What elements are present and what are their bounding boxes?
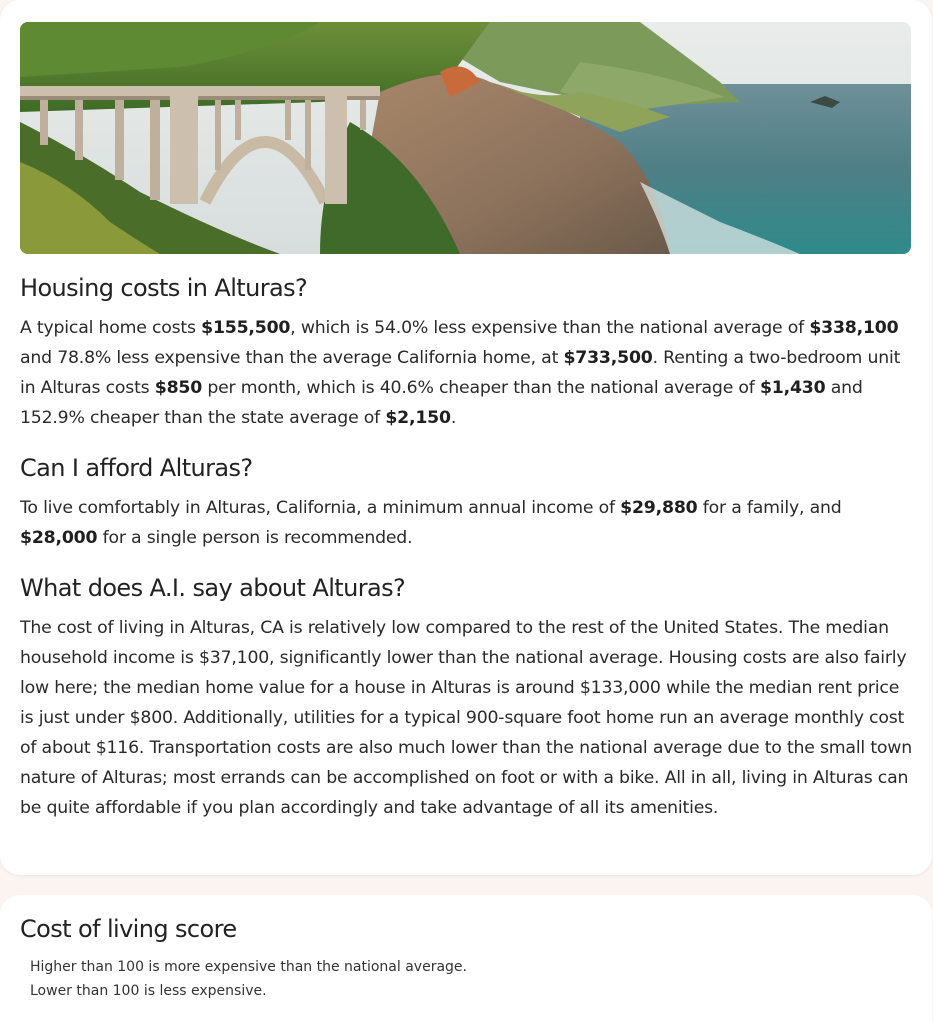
- cost-of-living-score-card: [0, 895, 932, 1022]
- afford-heading: Can I afford Alturas?: [20, 454, 253, 482]
- state-home-value: $733,500: [563, 348, 653, 368]
- afford-paragraph: To live comfortably in Alturas, California, a minimum annual income of $29,880 for a family, and $28,000 for a single person is recommended.: [20, 498, 842, 548]
- housing-paragraph: A typical home costs $155,500, which is 54.0% less expensive than the national average of $338,100 and 78.8% less expensive than the average California home, at $733,500. Renting a two-bedroom unit in Alturas costs $850 per month, which is 40.6% cheaper than the national average of $1,430 and 152.9% cheaper than the state average of $2,150.: [20, 318, 901, 428]
- housing-heading: Housing costs in Alturas?: [20, 274, 308, 302]
- national-rent-value: $1,430: [759, 378, 826, 398]
- ai-paragraph: The cost of living in Alturas, CA is relatively low compared to the rest of the United States. The median household income is $37,100, significantly lower than the national average. Housing costs are also fairly low here; the median home value for a house in Alturas is around $133,000 while the median rent price is just under $800. Additionally, utilities for a typical 900-square foot home run an average monthly cost of about $116. Transportation costs are also much lower than the national average due to the small town nature of Alturas; most errands can be accomplished on foot or with a bike. All in all, living in Alturas can be quite affordable if you plan accordingly and take advantage of all its amenities.: [20, 618, 912, 818]
- national-home-value: $338,100: [809, 318, 899, 338]
- home-cost-value: $155,500: [201, 318, 291, 338]
- rent-value: $850: [154, 378, 203, 398]
- score-note-higher: Higher than 100 is more expensive than the national average.: [30, 959, 467, 975]
- family-income-value: $29,880: [620, 498, 698, 518]
- score-note-lower: Lower than 100 is less expensive.: [30, 983, 267, 999]
- score-heading: Cost of living score: [20, 915, 237, 943]
- state-rent-value: $2,150: [385, 408, 451, 428]
- hero-image: [20, 22, 911, 254]
- single-income-value: $28,000: [20, 528, 98, 548]
- ai-heading: What does A.I. say about Alturas?: [20, 574, 406, 602]
